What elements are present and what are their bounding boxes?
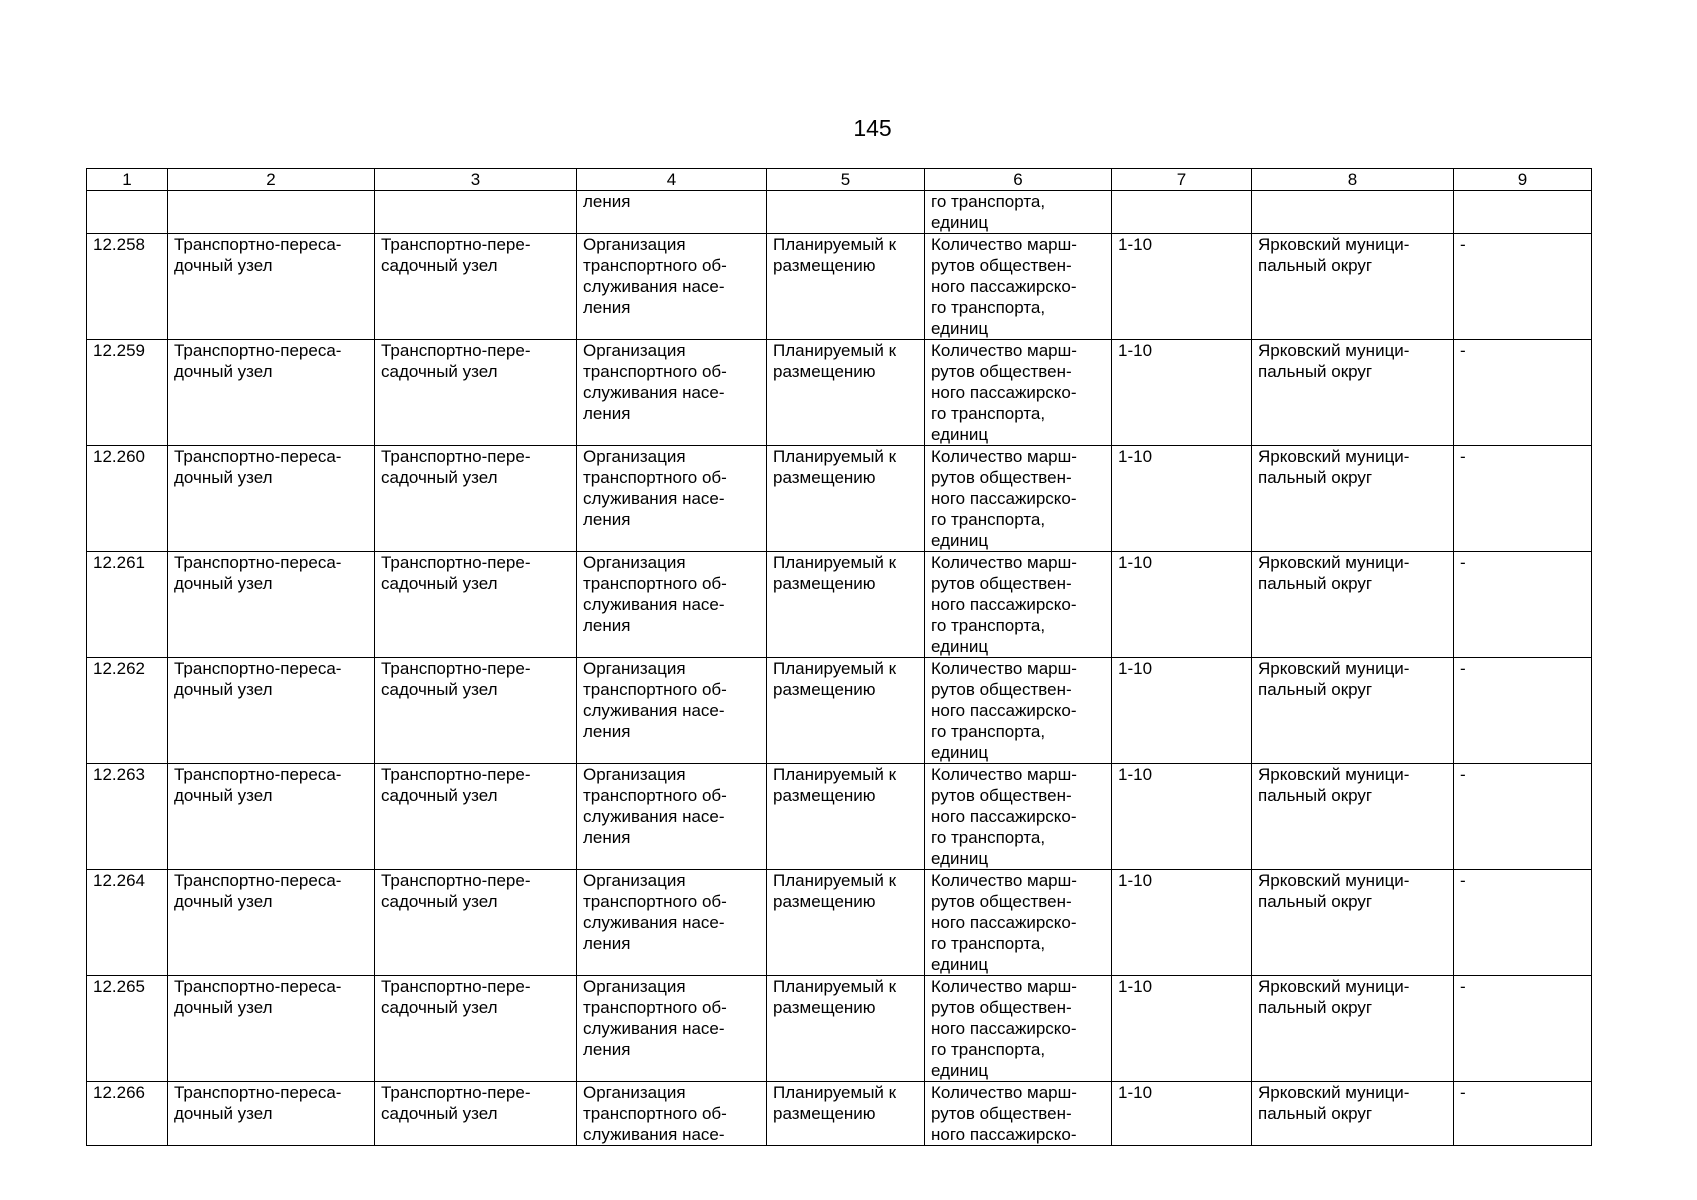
cell-text-line: служивания насе-: [583, 595, 725, 614]
cell-text-line: единиц: [931, 955, 989, 974]
cell-text-line: Транспортно-пере-: [381, 447, 531, 466]
cell-text-line: Транспортно-переса-: [174, 659, 342, 678]
col-location: [1252, 764, 1454, 870]
table-row: [87, 658, 1592, 764]
cell-text-line: единиц: [931, 743, 989, 762]
cell-text-line: Планируемый к: [773, 447, 897, 466]
cell-text-line: Организация: [583, 447, 686, 466]
col-purpose: [577, 446, 767, 552]
col-value: 1-10: [1112, 446, 1252, 552]
table-row: [87, 234, 1592, 340]
col-zone: -: [1454, 1082, 1592, 1146]
cell-text-line: ного пассажирско-: [931, 277, 1077, 296]
col-status: [767, 658, 925, 764]
cell-text-line: рутов обществен-: [931, 892, 1072, 911]
cell-text-line: садочный узел: [381, 998, 498, 1017]
cell-text-line: размещению: [773, 574, 876, 593]
col-zone: -: [1454, 658, 1592, 764]
header-cell-9: 9: [1454, 169, 1592, 191]
cell-text-line: рутов обществен-: [931, 362, 1072, 381]
cell-text-line: Планируемый к: [773, 977, 897, 996]
cell-text-line: служивания насе-: [583, 383, 725, 402]
col-object-type: [168, 446, 375, 552]
col-characteristic: [925, 764, 1112, 870]
col-location: [1252, 234, 1454, 340]
cell-text-line: пальный округ: [1258, 256, 1373, 275]
col-status: [767, 552, 925, 658]
col-zone: -: [1454, 870, 1592, 976]
col-characteristic: [925, 976, 1112, 1082]
table-row: [87, 552, 1592, 658]
cell-text-line: дочный узел: [174, 1104, 273, 1123]
cell-text-line: дочный узел: [174, 998, 273, 1017]
cell-text-line: Планируемый к: [773, 871, 897, 890]
cell-text-line: ления: [583, 1040, 631, 1059]
col-value: 1-10: [1112, 870, 1252, 976]
cell-text-line: ного пассажирско-: [931, 807, 1077, 826]
cell-text-line: Ярковский муници-: [1258, 765, 1410, 784]
cell-text-line: Транспортно-переса-: [174, 1083, 342, 1102]
col-location: [1252, 340, 1454, 446]
header-row: [87, 169, 1592, 191]
cell-text-line: садочный узел: [381, 362, 498, 381]
cell-text-line: дочный узел: [174, 362, 273, 381]
cell-text-line: Организация: [583, 553, 686, 572]
cell-text-line: садочный узел: [381, 892, 498, 911]
cell-text-line: транспортного об-: [583, 574, 727, 593]
cell-text-line: Количество марш-: [931, 341, 1077, 360]
cell-text-line: пальный округ: [1258, 680, 1373, 699]
col-characteristic: [925, 191, 1112, 234]
cell-text-line: ления: [583, 722, 631, 741]
col-purpose: [577, 234, 767, 340]
cell-text-line: единиц: [931, 531, 989, 550]
col-object-type: [168, 552, 375, 658]
cell-text-line: ления: [583, 934, 631, 953]
header-cell-7: 7: [1112, 169, 1252, 191]
cell-text-line: Ярковский муници-: [1258, 1083, 1410, 1102]
data-table: [86, 168, 1592, 1146]
page-number: 145: [853, 115, 892, 141]
col-status: [767, 191, 925, 234]
col-number: 12.262: [87, 658, 168, 764]
header-cell-4: 4: [577, 169, 767, 191]
cell-text-line: ного пассажирско-: [931, 489, 1077, 508]
col-object-name: [375, 234, 577, 340]
col-value: 1-10: [1112, 658, 1252, 764]
cell-text-line: служивания насе-: [583, 701, 725, 720]
col-number: 12.265: [87, 976, 168, 1082]
cell-text-line: Количество марш-: [931, 235, 1077, 254]
cell-text-line: рутов обществен-: [931, 468, 1072, 487]
col-number: 12.266: [87, 1082, 168, 1146]
cell-text-line: размещению: [773, 468, 876, 487]
cell-text-line: Планируемый к: [773, 341, 897, 360]
cell-text-line: Транспортно-пере-: [381, 341, 531, 360]
cell-text-line: Ярковский муници-: [1258, 341, 1410, 360]
col-number: 12.258: [87, 234, 168, 340]
cell-text-line: Ярковский муници-: [1258, 659, 1410, 678]
cell-text-line: Транспортно-переса-: [174, 765, 342, 784]
cell-text-line: служивания насе-: [583, 807, 725, 826]
cell-text-line: Количество марш-: [931, 659, 1077, 678]
cell-text-line: садочный узел: [381, 1104, 498, 1123]
cell-text-line: Транспортно-переса-: [174, 447, 342, 466]
cell-text-line: го транспорта,: [931, 722, 1046, 741]
col-object-name: [375, 552, 577, 658]
cell-text-line: служивания насе-: [583, 1019, 725, 1038]
cell-text-line: Организация: [583, 341, 686, 360]
cell-text-line: Количество марш-: [931, 977, 1077, 996]
col-object-name: [375, 764, 577, 870]
cell-text-line: Транспортно-переса-: [174, 871, 342, 890]
cell-text-line: ления: [583, 828, 631, 847]
cell-text-line: го транспорта,: [931, 510, 1046, 529]
cell-text-line: Транспортно-пере-: [381, 977, 531, 996]
col-zone: -: [1454, 976, 1592, 1082]
cell-text-line: единиц: [931, 213, 989, 232]
cell-text-line: Планируемый к: [773, 659, 897, 678]
col-characteristic: [925, 340, 1112, 446]
cell-text-line: единиц: [931, 849, 989, 868]
col-value: 1-10: [1112, 234, 1252, 340]
cell-text-line: Транспортно-пере-: [381, 871, 531, 890]
cell-text-line: служивания насе-: [583, 913, 725, 932]
col-location: [1252, 1082, 1454, 1146]
cell-text-line: транспортного об-: [583, 1104, 727, 1123]
col-status: [767, 764, 925, 870]
cell-text-line: Транспортно-пере-: [381, 553, 531, 572]
cell-text-line: Транспортно-пере-: [381, 765, 531, 784]
cell-text-line: ного пассажирско-: [931, 913, 1077, 932]
cell-text-line: транспортного об-: [583, 998, 727, 1017]
col-zone: -: [1454, 234, 1592, 340]
col-location: [1252, 976, 1454, 1082]
col-status: [767, 340, 925, 446]
cell-text-line: Количество марш-: [931, 1083, 1077, 1102]
cell-text-line: транспортного об-: [583, 362, 727, 381]
col-location: [1252, 446, 1454, 552]
col-purpose: [577, 658, 767, 764]
table-row: [87, 1082, 1592, 1146]
col-location: [1252, 191, 1454, 234]
col-purpose: [577, 764, 767, 870]
col-object-type: [168, 764, 375, 870]
cell-text-line: Планируемый к: [773, 1083, 897, 1102]
col-object-type: [168, 1082, 375, 1146]
cell-text-line: Количество марш-: [931, 871, 1077, 890]
col-value: 1-10: [1112, 1082, 1252, 1146]
cell-text-line: го транспорта,: [931, 192, 1046, 211]
cell-text-line: размещению: [773, 786, 876, 805]
cell-text-line: транспортного об-: [583, 892, 727, 911]
cell-text-line: ления: [583, 298, 631, 317]
col-status: [767, 870, 925, 976]
header-cell-5: 5: [767, 169, 925, 191]
cell-text-line: го транспорта,: [931, 934, 1046, 953]
cell-text-line: Организация: [583, 871, 686, 890]
cell-text-line: Планируемый к: [773, 765, 897, 784]
cell-text-line: дочный узел: [174, 680, 273, 699]
table-row: [87, 870, 1592, 976]
header-cell-8: 8: [1252, 169, 1454, 191]
col-zone: -: [1454, 764, 1592, 870]
col-object-name: [375, 658, 577, 764]
cell-text-line: Организация: [583, 235, 686, 254]
col-location: [1252, 552, 1454, 658]
cell-text-line: го транспорта,: [931, 828, 1046, 847]
cell-text-line: размещению: [773, 256, 876, 275]
col-purpose: [577, 976, 767, 1082]
col-number: 12.259: [87, 340, 168, 446]
cell-text-line: Организация: [583, 1083, 686, 1102]
table-row: [87, 764, 1592, 870]
cell-text-line: служивания насе-: [583, 277, 725, 296]
col-number: 12.260: [87, 446, 168, 552]
col-zone: [1454, 191, 1592, 234]
cell-text-line: ного пассажирско-: [931, 701, 1077, 720]
col-purpose: [577, 552, 767, 658]
col-number: [87, 191, 168, 234]
cell-text-line: рутов обществен-: [931, 256, 1072, 275]
cell-text-line: дочный узел: [174, 574, 273, 593]
cell-text-line: Организация: [583, 765, 686, 784]
cell-text-line: ного пассажирско-: [931, 1125, 1077, 1144]
cell-text-line: размещению: [773, 892, 876, 911]
cell-text-line: Транспортно-пере-: [381, 659, 531, 678]
cell-text-line: служивания насе-: [583, 489, 725, 508]
cell-text-line: Ярковский муници-: [1258, 235, 1410, 254]
cell-text-line: пальный округ: [1258, 786, 1373, 805]
cell-text-line: размещению: [773, 680, 876, 699]
cell-text-line: Транспортно-переса-: [174, 977, 342, 996]
col-status: [767, 234, 925, 340]
cell-text-line: садочный узел: [381, 256, 498, 275]
cell-text-line: транспортного об-: [583, 256, 727, 275]
col-location: [1252, 658, 1454, 764]
cell-text-line: рутов обществен-: [931, 680, 1072, 699]
col-purpose: ления: [577, 191, 767, 234]
cell-text-line: Планируемый к: [773, 553, 897, 572]
cell-text-line: транспортного об-: [583, 680, 727, 699]
cell-text-line: пальный округ: [1258, 1104, 1373, 1123]
cell-text-line: единиц: [931, 1061, 989, 1080]
col-zone: -: [1454, 446, 1592, 552]
cell-text-line: единиц: [931, 425, 989, 444]
cell-text-line: Транспортно-пере-: [381, 1083, 531, 1102]
cell-text-line: садочный узел: [381, 680, 498, 699]
cell-text-line: пальный округ: [1258, 574, 1373, 593]
col-object-name: [375, 446, 577, 552]
header-cell-2: 2: [168, 169, 375, 191]
cell-text-line: Количество марш-: [931, 765, 1077, 784]
cell-text-line: Ярковский муници-: [1258, 553, 1410, 572]
cell-text-line: дочный узел: [174, 468, 273, 487]
col-object-type: [168, 340, 375, 446]
col-zone: -: [1454, 552, 1592, 658]
cell-text-line: Организация: [583, 659, 686, 678]
cell-text-line: транспортного об-: [583, 786, 727, 805]
col-status: [767, 1082, 925, 1146]
cell-text-line: служивания насе-: [583, 1125, 725, 1144]
cell-text-line: рутов обществен-: [931, 574, 1072, 593]
col-object-type: [168, 234, 375, 340]
cell-text-line: Транспортно-переса-: [174, 235, 342, 254]
cell-text-line: го транспорта,: [931, 298, 1046, 317]
cell-text-line: дочный узел: [174, 786, 273, 805]
table-row: [87, 340, 1592, 446]
col-object-type: [168, 870, 375, 976]
cell-text-line: единиц: [931, 637, 989, 656]
cell-text-line: садочный узел: [381, 468, 498, 487]
header-cell-6: 6: [925, 169, 1112, 191]
col-characteristic: [925, 1082, 1112, 1146]
col-object-name: [375, 976, 577, 1082]
header-cell-3: 3: [375, 169, 577, 191]
cell-text-line: Организация: [583, 977, 686, 996]
continuation-row: [87, 191, 1592, 234]
cell-text-line: го транспорта,: [931, 404, 1046, 423]
col-number: 12.261: [87, 552, 168, 658]
cell-text-line: пальный округ: [1258, 468, 1373, 487]
cell-text-line: дочный узел: [174, 256, 273, 275]
cell-text-line: го транспорта,: [931, 616, 1046, 635]
cell-text-line: пальный округ: [1258, 998, 1373, 1017]
cell-text-line: рутов обществен-: [931, 1104, 1072, 1123]
col-status: [767, 446, 925, 552]
col-object-name: [375, 191, 577, 234]
col-object-name: [375, 340, 577, 446]
col-characteristic: [925, 870, 1112, 976]
cell-text-line: дочный узел: [174, 892, 273, 911]
col-purpose: [577, 1082, 767, 1146]
cell-text-line: единиц: [931, 319, 989, 338]
col-value: [1112, 191, 1252, 234]
table-row: [87, 976, 1592, 1082]
col-number: 12.264: [87, 870, 168, 976]
col-object-name: [375, 1082, 577, 1146]
cell-text-line: пальный округ: [1258, 362, 1373, 381]
cell-text-line: пальный округ: [1258, 892, 1373, 911]
cell-text-line: Количество марш-: [931, 447, 1077, 466]
cell-text-line: размещению: [773, 362, 876, 381]
col-value: 1-10: [1112, 764, 1252, 870]
col-location: [1252, 870, 1454, 976]
cell-text-line: садочный узел: [381, 786, 498, 805]
cell-text-line: рутов обществен-: [931, 786, 1072, 805]
cell-text-line: Транспортно-переса-: [174, 553, 342, 572]
col-characteristic: [925, 552, 1112, 658]
cell-text-line: ного пассажирско-: [931, 595, 1077, 614]
cell-text-line: ного пассажирско-: [931, 383, 1077, 402]
col-characteristic: [925, 234, 1112, 340]
col-object-type: [168, 191, 375, 234]
cell-text-line: размещению: [773, 998, 876, 1017]
col-zone: -: [1454, 340, 1592, 446]
cell-text-line: Планируемый к: [773, 235, 897, 254]
cell-text-line: ления: [583, 510, 631, 529]
cell-text-line: Транспортно-пере-: [381, 235, 531, 254]
cell-text-line: Ярковский муници-: [1258, 871, 1410, 890]
col-value: 1-10: [1112, 976, 1252, 1082]
cell-text-line: го транспорта,: [931, 1040, 1046, 1059]
col-value: 1-10: [1112, 552, 1252, 658]
cell-text-line: ного пассажирско-: [931, 1019, 1077, 1038]
col-value: 1-10: [1112, 340, 1252, 446]
cell-text-line: садочный узел: [381, 574, 498, 593]
col-object-type: [168, 658, 375, 764]
cell-text-line: ления: [583, 616, 631, 635]
col-characteristic: [925, 658, 1112, 764]
col-object-name: [375, 870, 577, 976]
col-number: 12.263: [87, 764, 168, 870]
col-purpose: [577, 870, 767, 976]
col-characteristic: [925, 446, 1112, 552]
cell-text-line: Транспортно-переса-: [174, 341, 342, 360]
cell-text-line: Ярковский муници-: [1258, 977, 1410, 996]
col-status: [767, 976, 925, 1082]
col-purpose: [577, 340, 767, 446]
cell-text-line: Количество марш-: [931, 553, 1077, 572]
header-cell-1: 1: [87, 169, 168, 191]
table-row: [87, 446, 1592, 552]
cell-text-line: размещению: [773, 1104, 876, 1123]
cell-text-line: Ярковский муници-: [1258, 447, 1410, 466]
col-object-type: [168, 976, 375, 1082]
cell-text-line: рутов обществен-: [931, 998, 1072, 1017]
cell-text-line: транспортного об-: [583, 468, 727, 487]
cell-text-line: ления: [583, 404, 631, 423]
